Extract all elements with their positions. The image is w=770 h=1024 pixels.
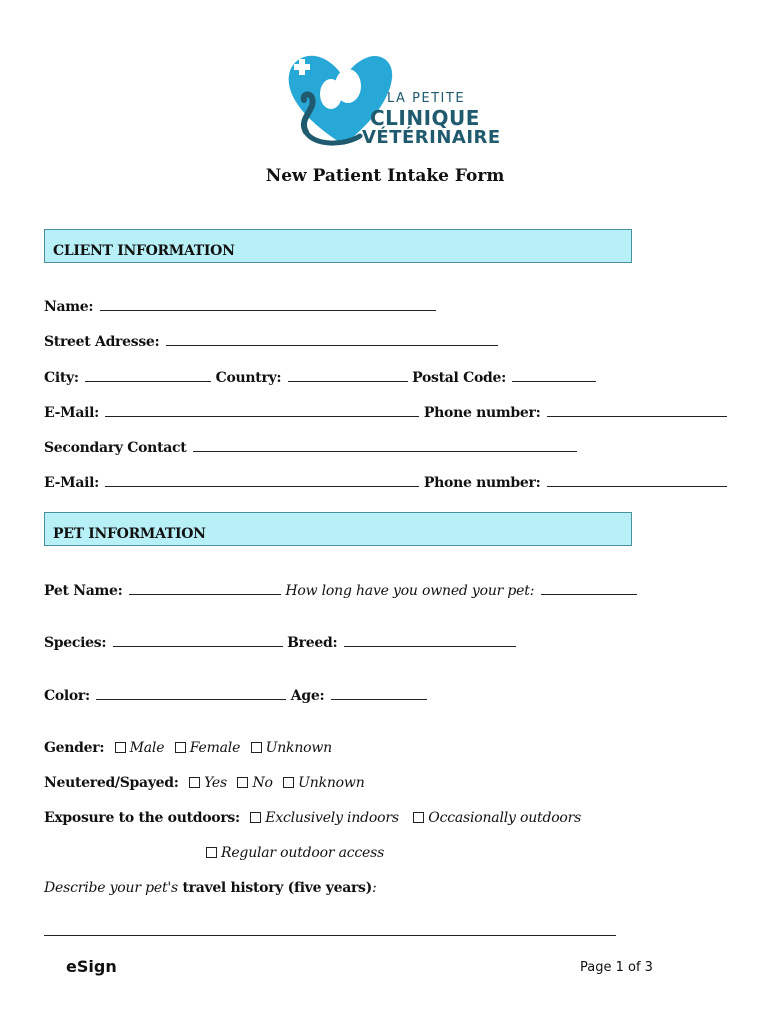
gender-female-label: Female (189, 740, 241, 756)
city-label: City: (44, 370, 79, 386)
street-label: Street Adresse: (44, 334, 160, 350)
exposure-occasional-label: Occasionally outdoors (428, 810, 582, 826)
breed-field[interactable] (344, 634, 516, 647)
esign-label[interactable]: eSign (66, 957, 117, 976)
exposure-regular-label: Regular outdoor access (221, 845, 385, 861)
age-field[interactable] (331, 687, 427, 700)
age-label: Age: (290, 688, 325, 704)
email2-row (44, 474, 727, 491)
email2-field[interactable] (105, 474, 419, 487)
logo-text-line1: LA PETITE (387, 91, 466, 106)
pet-name-field[interactable] (129, 582, 281, 595)
phone2-field[interactable] (547, 474, 727, 487)
phone-field[interactable] (547, 404, 727, 417)
exposure-indoors-checkbox[interactable] (250, 812, 261, 823)
neutered-no-checkbox[interactable] (237, 777, 248, 788)
name-field[interactable] (100, 298, 436, 311)
species-field[interactable] (113, 634, 283, 647)
country-label: Country: (215, 370, 282, 386)
phone2-label: Phone number: (423, 475, 541, 491)
travel-history-field[interactable] (44, 935, 616, 936)
country-field[interactable] (288, 369, 408, 382)
gender-female-checkbox[interactable] (175, 742, 186, 753)
exposure-label: Exposure to the outdoors: (44, 810, 240, 826)
postal-code-field[interactable] (512, 369, 596, 382)
street-row (44, 333, 498, 350)
gender-row (44, 740, 332, 756)
travel-history-row (44, 880, 377, 896)
exposure-occasional-checkbox[interactable] (413, 812, 424, 823)
exposure-indoors-label: Exclusively indoors (265, 810, 399, 826)
species-row (44, 634, 516, 651)
name-label: Name: (44, 299, 94, 315)
phone-label: Phone number: (423, 405, 541, 421)
owned-duration-label: How long have you owned your pet: (285, 583, 535, 599)
email-label: E-Mail: (44, 405, 100, 421)
client-section-header (44, 229, 632, 263)
gender-male-checkbox[interactable] (115, 742, 126, 753)
neutered-yes-label: Yes (204, 775, 227, 791)
travel-suffix: : (371, 880, 377, 896)
gender-unknown-label: Unknown (265, 740, 332, 756)
travel-history-label: travel history (five years) (182, 880, 372, 896)
breed-label: Breed: (287, 635, 338, 651)
logo-text-line3: VÉTÉRINAIRE (362, 127, 501, 148)
email-row (44, 404, 727, 421)
color-label: Color: (44, 688, 90, 704)
neutered-unknown-label: Unknown (298, 775, 365, 791)
exposure-regular-checkbox[interactable] (206, 847, 217, 858)
form-title: New Patient Intake Form (265, 166, 505, 186)
exposure-row-2 (200, 845, 384, 861)
email2-label: E-Mail: (44, 475, 100, 491)
neutered-label: Neutered/Spayed: (44, 775, 179, 791)
pet-section-header (44, 512, 632, 546)
neutered-no-label: No (252, 775, 273, 791)
neutered-row (44, 775, 365, 791)
pet-name-label: Pet Name: (44, 583, 123, 599)
gender-unknown-checkbox[interactable] (251, 742, 262, 753)
color-field[interactable] (96, 687, 286, 700)
neutered-yes-checkbox[interactable] (189, 777, 200, 788)
species-label: Species: (44, 635, 107, 651)
gender-label: Gender: (44, 740, 105, 756)
owned-duration-field[interactable] (541, 582, 637, 595)
city-row (44, 369, 596, 386)
email-field[interactable] (105, 404, 419, 417)
page-number: Page 1 of 3 (580, 960, 653, 975)
travel-prefix: Describe your pet's (44, 880, 179, 896)
city-field[interactable] (85, 369, 211, 382)
secondary-contact-label: Secondary Contact (44, 440, 187, 456)
clinic-logo (284, 50, 501, 150)
exposure-row (44, 810, 581, 826)
name-row (44, 298, 436, 315)
neutered-unknown-checkbox[interactable] (283, 777, 294, 788)
pet-section-title: PET INFORMATION (53, 526, 206, 542)
color-row (44, 687, 427, 704)
pet-name-row (44, 582, 637, 599)
secondary-contact-field[interactable] (193, 439, 577, 452)
client-section-title: CLIENT INFORMATION (53, 243, 235, 259)
secondary-contact-row (44, 439, 577, 456)
street-field[interactable] (166, 333, 498, 346)
logo-text-line2: CLINIQUE (370, 106, 480, 130)
postal-code-label: Postal Code: (412, 370, 506, 386)
gender-male-label: Male (129, 740, 165, 756)
